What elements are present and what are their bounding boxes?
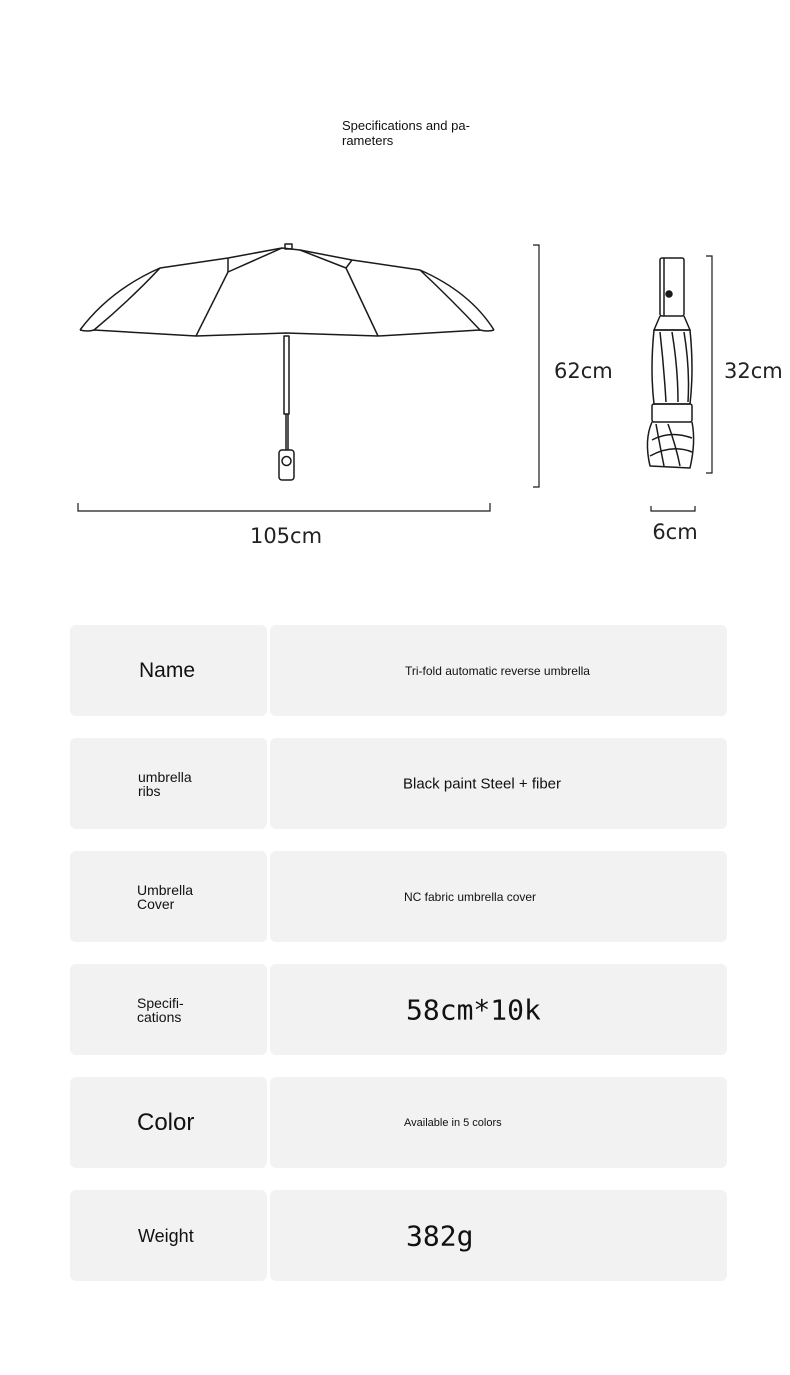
spec-label: Name [139,658,196,682]
spec-row-name [70,625,727,716]
spec-row-cover [70,851,727,942]
spec-value-cell [270,1190,727,1281]
spec-value: Available in 5 colors [404,1116,502,1129]
spec-label: umbrella ribs [138,768,192,799]
spec-value: NC fabric umbrella cover [404,889,537,904]
spec-label: Color [137,1108,195,1136]
folded-umbrella-illustration [647,258,693,468]
folded-width-label: 6cm [652,520,698,544]
open-width-label: 105cm [249,524,323,548]
open-height-label: 62cm [554,359,613,383]
spec-label: Umbrella Cover [137,881,194,912]
spec-row-ribs [70,738,727,829]
spec-value: 382g [406,1219,474,1252]
spec-row-weight [70,1190,727,1281]
spec-label: Weight [138,1225,194,1246]
page-title: Specifications and pa- rameters [342,118,470,148]
dimension-lines [78,245,712,511]
spec-value: Black paint Steel + fiber [403,775,562,792]
folded-height-label: 32cm [724,359,783,383]
spec-value: 58cm*10k [406,993,541,1026]
spec-label: Specifi- cations [137,994,184,1025]
spec-row-color [70,1077,727,1168]
umbrella-dimension-diagram [0,0,790,580]
spec-value: Tri-fold automatic reverse umbrella [405,663,590,678]
spec-row-specifications [70,964,727,1055]
open-umbrella-illustration [80,244,494,480]
